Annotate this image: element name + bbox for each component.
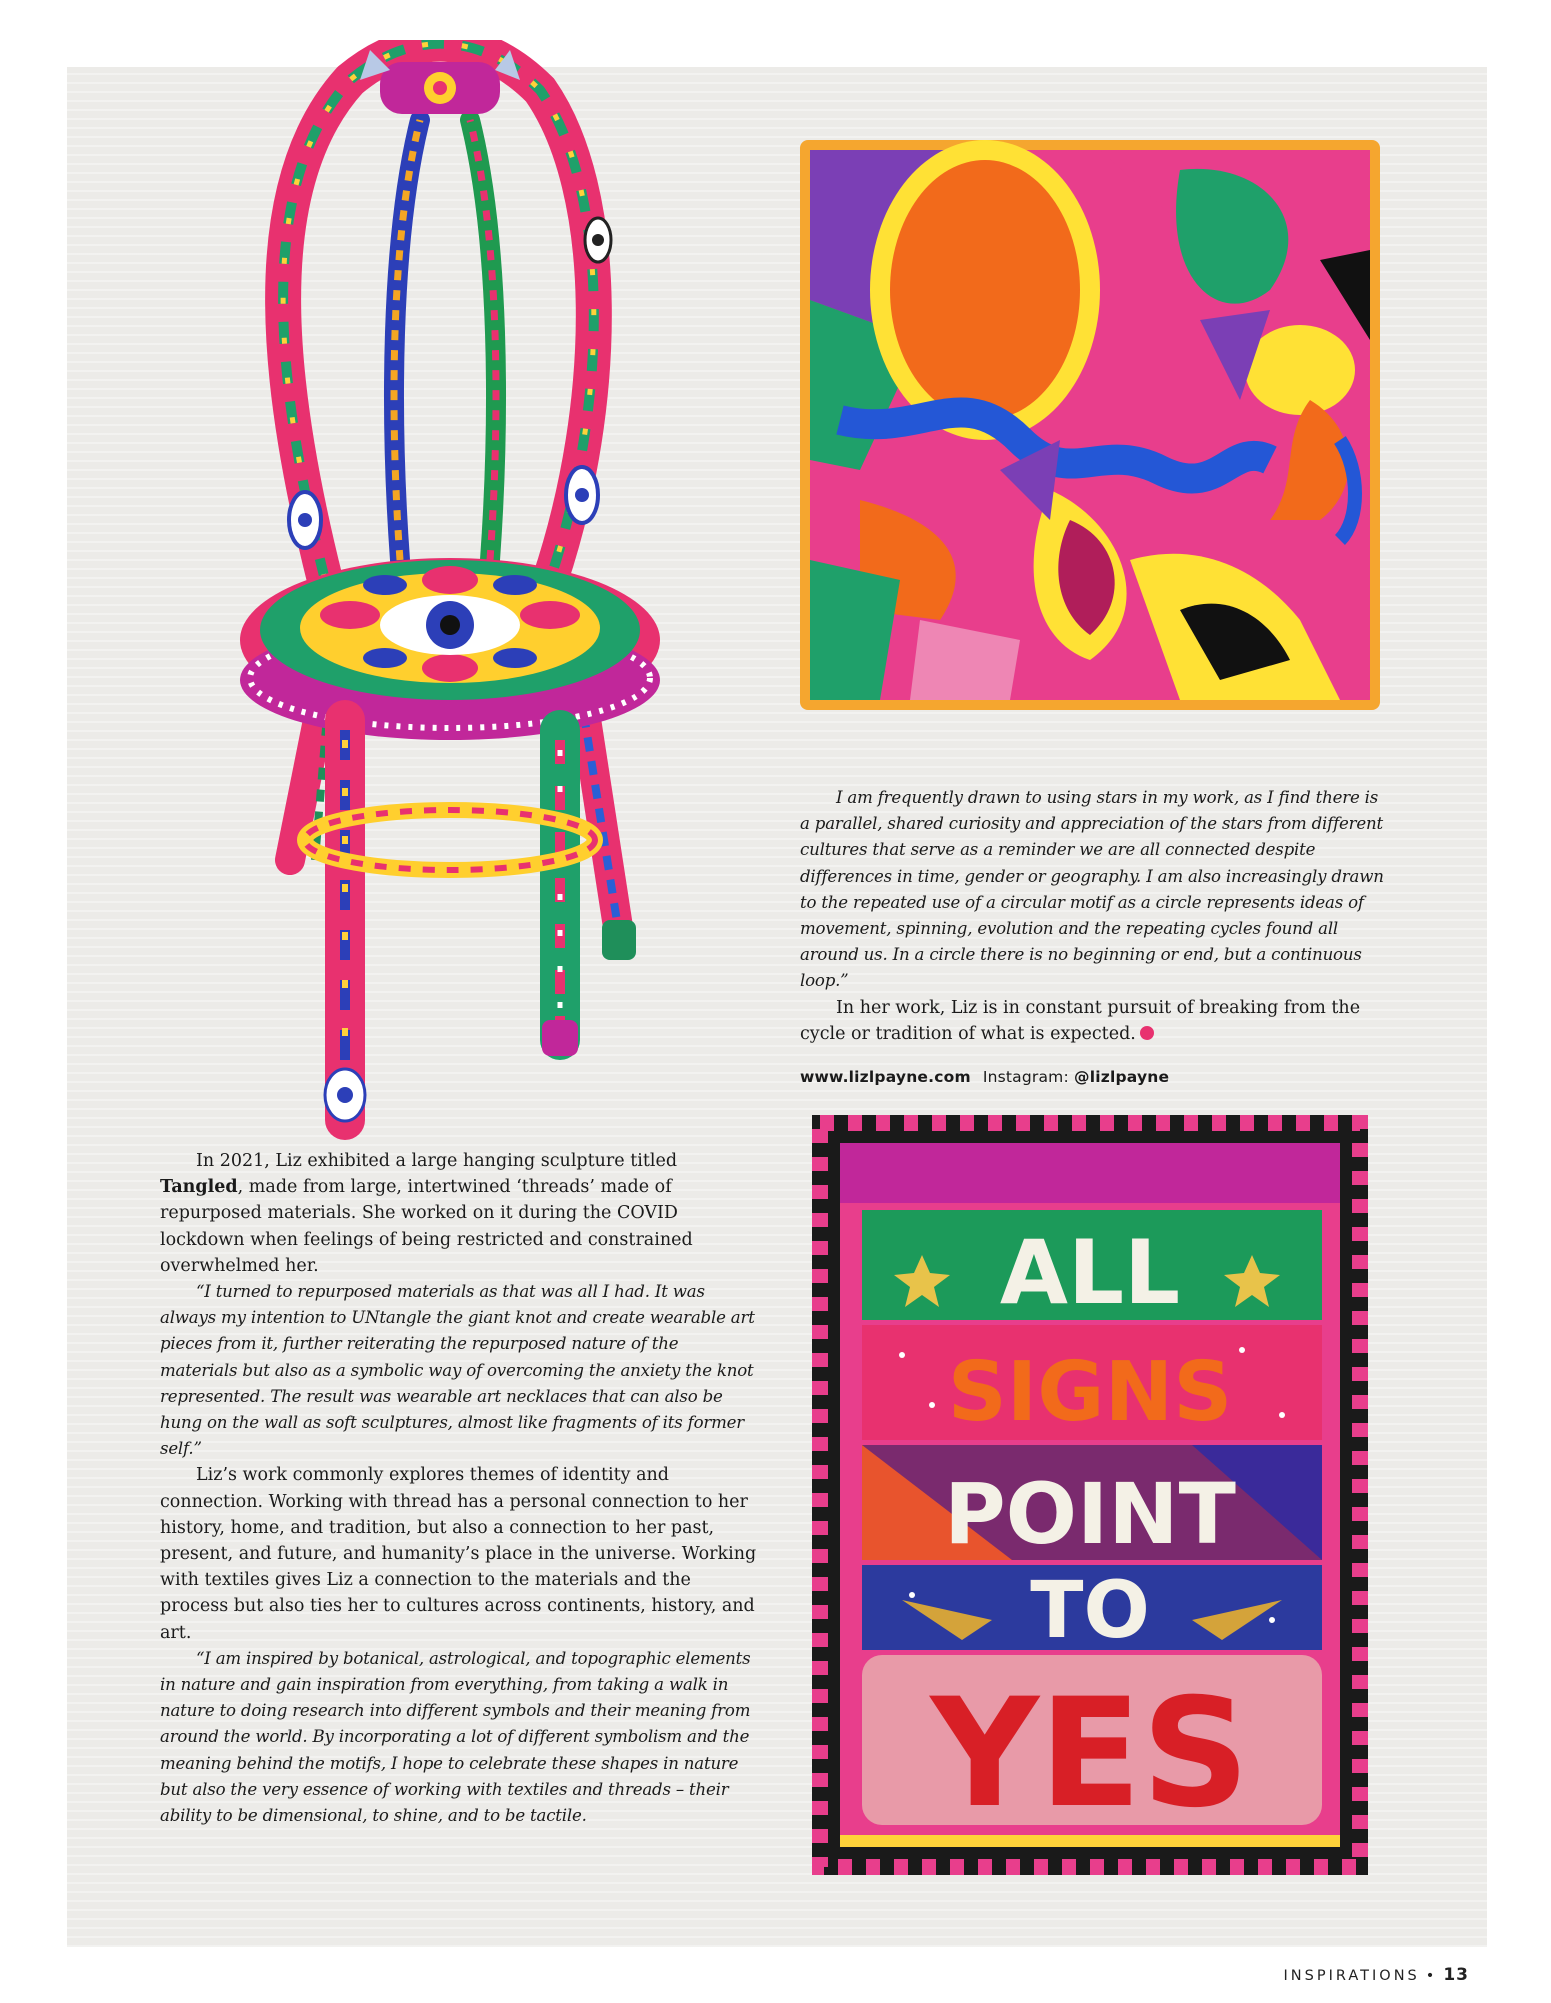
article-paragraph-closing (800, 995, 1385, 1047)
page-footer (1284, 1965, 1469, 1985)
sign-word-signs: SIGNS (947, 1345, 1233, 1440)
footer-separator: • (1425, 1968, 1438, 1984)
article-column-right (800, 785, 1385, 1047)
instagram-link[interactable]: @lizlpayne (1074, 1068, 1170, 1086)
article-paragraph-identity: Liz’s work commonly explores themes of identity and connection. Working with thread has a personal connection to her history, home, and tradition, but also a connection to her past, present, and future, and humanity’s place in the universe. Working with textiles gives Liz a connection to the materials and the process but also ties her to cultures across continents, history, and art. (160, 1465, 757, 1643)
all-signs-point-to-yes-artwork (812, 1115, 1368, 1875)
paragraph-text: In her work, Liz is in constant pursuit of breaking from the cycle or tradition of what is expected. (800, 997, 1361, 1044)
instagram-label: Instagram: (982, 1068, 1075, 1086)
website-link[interactable]: www.lizlpayne.com (800, 1068, 971, 1086)
embroidered-chair-image (150, 40, 770, 1140)
sign-word-to: TO (1030, 1566, 1150, 1656)
paragraph-text: In 2021, Liz exhibited a large hanging sculpture titled (196, 1151, 678, 1171)
sign-word-all: ALL (999, 1221, 1181, 1324)
article-paragraph-tangled (160, 1148, 760, 1279)
section-name: INSPIRATIONS (1283, 1968, 1420, 1984)
sign-word-yes: YES (930, 1667, 1250, 1841)
artwork-title: Tangled (160, 1177, 238, 1198)
sign-word-point: POINT (944, 1465, 1236, 1563)
abstract-embroidery-image (800, 140, 1380, 710)
page-number: 13 (1443, 1965, 1469, 1985)
article-column-left (160, 1148, 760, 1829)
end-mark-icon (1140, 1026, 1154, 1040)
artist-links (800, 1068, 1169, 1086)
article-quote-repurposed: “I turned to repurposed materials as that was all I had. It was always my intention to UNtangle the giant knot and create wearable art pieces from it, further reiterating the repurposed nature of the materials but also as a symbolic way of overcoming the anxiety the knot represented. The result was wearable art necklaces that can also be hung on the wall as soft sculptures, almost like fragments of its former self.” (160, 1282, 755, 1459)
article-quote-inspiration: “I am inspired by botanical, astrological, and topographic elements in nature and gain inspiration from everything, from taking a walk in nature to doing research into different symbols and their meaning from around the world. By incorporating a lot of different symbolism and the meaning behind the motifs, I hope to celebrate these shapes in nature but also the very essence of working with textiles and threads – their ability to be dimensional, to shine, and to be tactile. (160, 1648, 751, 1826)
paragraph-text: , made from large, intertwined ‘threads’ made of repurposed materials. She worked on it during the COVID lockdown when feelings of being restricted and constrained overwhelmed her. (160, 1177, 693, 1276)
article-quote-stars: I am frequently drawn to using stars in my work, as I find there is a parallel, shared curiosity and appreciation of the stars from different cultures that serve as a reminder we are all connected despite differences in time, gender or geography. I am also increasingly drawn to the repeated use of a circular motif as a circle represents ideas of movement, spinning, evolution and the repeating cycles found all around us. In a circle there is no beginning or end, but a continuous loop.” (800, 788, 1384, 991)
